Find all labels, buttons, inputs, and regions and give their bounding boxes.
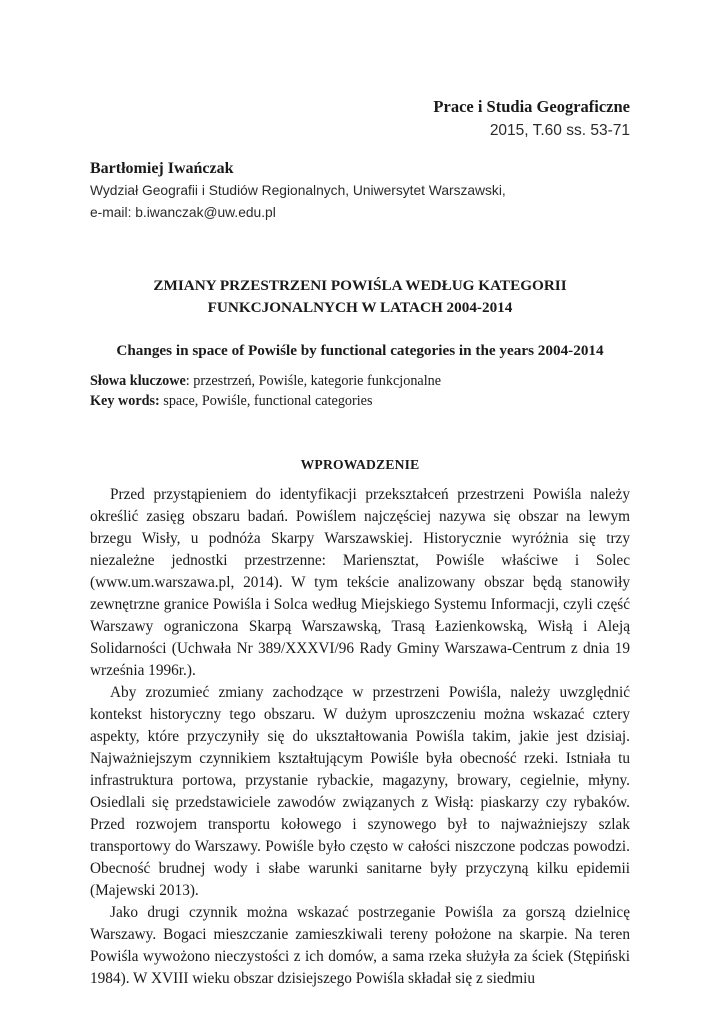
article-title-english: Changes in space of Powiśle by functional categories in the years 2004-2014 — [116, 342, 604, 359]
keywords-english — [90, 391, 630, 411]
document-page — [90, 0, 630, 1024]
author-email: e-mail: b.iwanczak@uw.edu.pl — [90, 205, 276, 220]
keywords-block — [90, 371, 630, 411]
article-title-polish — [90, 275, 630, 319]
keywords-polish — [90, 371, 630, 391]
journal-name: Prace i Studia Geograficzne — [433, 97, 630, 116]
paragraph: Jako drugi czynnik można wskazać postrzeganie Powiśla za gorszą dzielnicę Warszawy. Bogaci mieszczanie zamieszkiwali tereny położone na skarpie. Na teren Powiśla wywożono nieczystości z ich domów, a sama rzeka służyła za ściek (Stępiński 1984). W XVIII wieku obszar dzisiejszego Powiśla składał się z siedmiu — [90, 904, 630, 987]
author-name: Bartłomiej Iwańczak — [90, 160, 234, 177]
journal-header — [433, 95, 630, 143]
title-line-2: FUNKCJONALNYCH W LATACH 2004-2014 — [207, 299, 513, 316]
keywords-polish-value: : przestrzeń, Powiśle, kategorie funkcjonalne — [185, 373, 442, 389]
paragraph: Przed przystąpieniem do identyfikacji przekształceń przestrzeni Powiśla należy określić zasięg obszaru badań. Powiślem najczęściej nazywa się obszar na lewym brzegu Wisły, u podnóża Skarpy Warszawskiej. Historycznie wyróżnia się trzy niezależne jednostki przestrzenne: Mariensztat, Powiśle właściwe i Solec (www.um.warszawa.pl, 2014). W tym tekście analizowany obszar będą stanowiły zewnętrzne granice Powiśla i Solca według Miejskiego Systemu Informacji, czyli część Warszawy ograniczona Skarpą Warszawską, Trasą Łazienkowską, Wisłą i Aleją Solidarności (Uchwała Nr 389/XXXVI/96 Rady Gminy Warszawa-Centrum z dnia 19 września 1996r.). — [90, 486, 630, 679]
keywords-polish-label: Słowa kluczowe — [90, 373, 186, 389]
section-heading: WPROWADZENIE — [300, 457, 420, 472]
author-affiliation: Wydział Geografii i Studiów Regionalnych, Uniwersytet Warszawski, — [90, 183, 506, 198]
keywords-english-label: Key words: — [90, 393, 160, 409]
keywords-english-value: space, Powiśle, functional categories — [159, 393, 373, 409]
journal-volume: 2015, T.60 ss. 53-71 — [489, 122, 630, 139]
body-text — [90, 484, 630, 990]
author-block — [90, 158, 630, 224]
paragraph: Aby zrozumieć zmiany zachodzące w przestrzeni Powiśla, należy uwzględnić kontekst historyczny tego obszaru. W dużym uproszczeniu można wskazać cztery aspekty, które przyczyniły się do ukształtowania Powiśla takim, jakie jest dzisiaj. Najważniejszym czynnikiem kształtującym Powiśle była obecność rzeki. Istniała tu infrastruktura portowa, przystanie rybackie, magazyny, browary, cegielnie, młyny. Osiedlali się przedstawiciele zawodów związanych z Wisłą: piaskarzy czy rybaków. Przed rozwojem transportu kołowego i szynowego był to najważniejszy szlak transportowy do Warszawy. Powiśle było często w całości niszczone podczas powodzi. Obecność brudnej wody i słabe warunki sanitarne były przyczyną kilku epidemii (Majewski 2013). — [90, 684, 630, 899]
title-line-1: ZMIANY PRZESTRZENI POWIŚLA WEDŁUG KATEGORII — [153, 277, 567, 294]
